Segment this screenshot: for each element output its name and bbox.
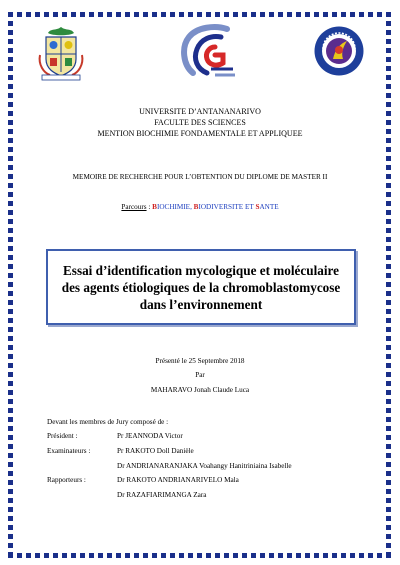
border-square [8, 255, 13, 260]
parcours-biodiversite: IODIVERSITE ET [198, 203, 256, 211]
border-square [251, 12, 256, 17]
border-square [8, 426, 13, 431]
border-square [314, 12, 319, 17]
border-square [8, 453, 13, 458]
border-square [197, 12, 202, 17]
border-square [8, 48, 13, 53]
border-square [8, 219, 13, 224]
thesis-title-line2: des agents étiologiques de la chromoblastomycose [61, 279, 341, 295]
border-square [386, 309, 391, 314]
border-square [260, 12, 265, 17]
border-square [386, 534, 391, 539]
border-square [8, 147, 13, 152]
border-square [8, 39, 13, 44]
parcours-b2: B [193, 203, 199, 211]
border-square [8, 183, 13, 188]
border-square [386, 147, 391, 152]
border-square [8, 408, 13, 413]
border-square [179, 553, 184, 558]
parcours-s: S [255, 203, 260, 211]
border-square [8, 417, 13, 422]
border-square [386, 417, 391, 422]
border-square [8, 264, 13, 269]
border-square [8, 534, 13, 539]
border-square [386, 237, 391, 242]
border-square [71, 12, 76, 17]
border-square [386, 39, 391, 44]
border-square [332, 553, 337, 558]
border-square [35, 12, 40, 17]
border-square [8, 156, 13, 161]
border-square [278, 12, 283, 17]
border-square [305, 12, 310, 17]
border-square [197, 553, 202, 558]
border-square [80, 553, 85, 558]
border-square [8, 525, 13, 530]
border-square [8, 246, 13, 251]
border-square [134, 12, 139, 17]
border-square [134, 553, 139, 558]
border-square [17, 12, 22, 17]
border-square [170, 12, 175, 17]
jury-intro: Devant les membres de Jury composé de : [47, 418, 169, 426]
border-square [242, 553, 247, 558]
border-square [62, 553, 67, 558]
border-square [386, 462, 391, 467]
border-square [8, 66, 13, 71]
border-square [386, 93, 391, 98]
border-square [368, 553, 373, 558]
border-square [8, 165, 13, 170]
border-square [386, 84, 391, 89]
border-square [377, 12, 382, 17]
border-square [8, 12, 13, 17]
border-square [8, 84, 13, 89]
border-square [107, 553, 112, 558]
border-square [8, 93, 13, 98]
border-square [107, 12, 112, 17]
border-square [8, 300, 13, 305]
border-square [386, 12, 391, 17]
parcours-separator: : [146, 203, 153, 211]
border-square [386, 507, 391, 512]
border-square [386, 498, 391, 503]
border-square [71, 553, 76, 558]
faculty-name: FACULTE DES SCIENCES [154, 118, 246, 127]
border-square [242, 12, 247, 17]
border-square [8, 282, 13, 287]
border-square [224, 12, 229, 17]
border-square [386, 228, 391, 233]
border-square [386, 345, 391, 350]
border-square [386, 264, 391, 269]
border-square [386, 489, 391, 494]
border-square [53, 553, 58, 558]
border-square [386, 183, 391, 188]
border-square [152, 553, 157, 558]
border-square [8, 336, 13, 341]
border-square [350, 12, 355, 17]
border-square [26, 12, 31, 17]
border-square [188, 553, 193, 558]
presentation-par: Par [195, 371, 205, 379]
memoire-line: MEMOIRE DE RECHERCHE POUR L’OBTENTION DU DIPLOME DE MASTER II [72, 173, 328, 181]
border-square [215, 553, 220, 558]
border-square [8, 543, 13, 548]
border-square [116, 12, 121, 17]
border-square [8, 507, 13, 512]
border-square [98, 553, 103, 558]
border-square [386, 480, 391, 485]
border-square [305, 553, 310, 558]
border-square [386, 246, 391, 251]
border-square [287, 553, 292, 558]
parcours-biochimie: IOCHIMIE, [156, 203, 194, 211]
parcours-b1: B [152, 203, 157, 211]
examinateurs-label: Examinateurs : [47, 447, 91, 455]
border-square [8, 516, 13, 521]
border-square [170, 553, 175, 558]
border-square [386, 219, 391, 224]
border-square [44, 553, 49, 558]
border-square [44, 12, 49, 17]
border-square [8, 228, 13, 233]
border-square [89, 553, 94, 558]
border-square [296, 12, 301, 17]
border-square [8, 345, 13, 350]
border-square [386, 192, 391, 197]
rapporteur-1: Dr RAKOTO ANDRIANARIVELO Mala [117, 476, 239, 484]
border-square [386, 453, 391, 458]
border-square [62, 12, 67, 17]
president-label: Président : [47, 432, 78, 440]
examinateur-1: Pr RAKOTO Doll Danièle [117, 447, 194, 455]
border-square [89, 12, 94, 17]
border-square [386, 255, 391, 260]
border-square [125, 553, 130, 558]
border-square [8, 399, 13, 404]
border-square [386, 66, 391, 71]
border-square [206, 12, 211, 17]
border-square [8, 309, 13, 314]
border-square [80, 12, 85, 17]
border-square [386, 273, 391, 278]
border-square [179, 12, 184, 17]
border-square [8, 30, 13, 35]
border-square [8, 435, 13, 440]
border-square [359, 553, 364, 558]
border-square [53, 12, 58, 17]
border-square [386, 300, 391, 305]
border-square [8, 21, 13, 26]
border-square [8, 489, 13, 494]
border-square [8, 444, 13, 449]
parcours-sante: ANTE [259, 203, 279, 211]
border-square [215, 12, 220, 17]
mention-name: MENTION BIOCHIMIE FONDAMENTALE ET APPLIQUEE [97, 129, 303, 138]
border-square [152, 12, 157, 17]
border-square [341, 12, 346, 17]
border-square [269, 553, 274, 558]
border-square [359, 12, 364, 17]
border-square [386, 291, 391, 296]
border-square [188, 12, 193, 17]
presentation-date: Présenté le 25 Septembre 2018 [155, 357, 245, 365]
rapporteur-2: Dr RAZAFIARIMANGA Zara [117, 491, 207, 499]
border-square [17, 553, 22, 558]
border-square [377, 553, 382, 558]
border-square [116, 553, 121, 558]
border-square [260, 553, 265, 558]
border-square [206, 553, 211, 558]
border-square [8, 552, 13, 557]
border-square [8, 462, 13, 467]
border-square [386, 399, 391, 404]
border-square [161, 12, 166, 17]
border-square [350, 553, 355, 558]
border-square [251, 553, 256, 558]
border-square [386, 282, 391, 287]
president-name: Pr JEANNODA Victor [117, 432, 183, 440]
border-square [386, 336, 391, 341]
border-square [386, 318, 391, 323]
border-square [8, 318, 13, 323]
border-square [323, 553, 328, 558]
university-crest-logo [36, 25, 86, 86]
border-square [386, 444, 391, 449]
border-square [161, 553, 166, 558]
border-square [143, 553, 148, 558]
border-square [8, 498, 13, 503]
border-square [386, 30, 391, 35]
border-square [233, 553, 238, 558]
border-square [386, 543, 391, 548]
border-square [8, 471, 13, 476]
border-square [386, 48, 391, 53]
border-square [143, 12, 148, 17]
thesis-title-line3: dans l’environnement [139, 296, 263, 312]
border-square [386, 75, 391, 80]
border-square [8, 237, 13, 242]
thesis-title-box [46, 249, 356, 325]
examinateur-2: Dr ANDRIANARANJAKA Voahangy Hanitriniaina Isabelle [117, 462, 292, 470]
border-square [98, 12, 103, 17]
border-square [8, 192, 13, 197]
border-square [386, 426, 391, 431]
border-square [386, 552, 391, 557]
border-square [26, 553, 31, 558]
border-square [8, 57, 13, 62]
border-square [8, 480, 13, 485]
border-square [35, 553, 40, 558]
cg-logo [175, 23, 239, 92]
border-square [386, 525, 391, 530]
border-square [341, 553, 346, 558]
border-square [8, 75, 13, 80]
border-square [386, 57, 391, 62]
border-square [8, 273, 13, 278]
border-square [314, 553, 319, 558]
border-square [368, 12, 373, 17]
parcours-label: Parcours [121, 203, 147, 211]
border-square [332, 12, 337, 17]
border-square [386, 516, 391, 521]
border-square [269, 12, 274, 17]
border-square [386, 21, 391, 26]
border-square [233, 12, 238, 17]
rapporteurs-label: Rapporteurs : [47, 476, 86, 484]
parcours-line [0, 202, 400, 212]
border-square [224, 553, 229, 558]
border-square [386, 156, 391, 161]
border-square [386, 327, 391, 332]
border-square [278, 553, 283, 558]
border-square [386, 408, 391, 413]
border-square [386, 165, 391, 170]
border-square [8, 327, 13, 332]
author-name: MAHARAVO Jonah Claude Luca [150, 386, 250, 394]
faculte-des-sciences-seal [313, 25, 365, 82]
border-square [386, 435, 391, 440]
border-square [386, 471, 391, 476]
border-square [323, 12, 328, 17]
border-square [125, 12, 130, 17]
border-square [287, 12, 292, 17]
thesis-title-line1: Essai d’identification mycologique et moléculaire [63, 262, 339, 278]
border-square [296, 553, 301, 558]
university-name: UNIVERSITE D’ANTANANARIVO [139, 107, 261, 116]
border-square [8, 291, 13, 296]
